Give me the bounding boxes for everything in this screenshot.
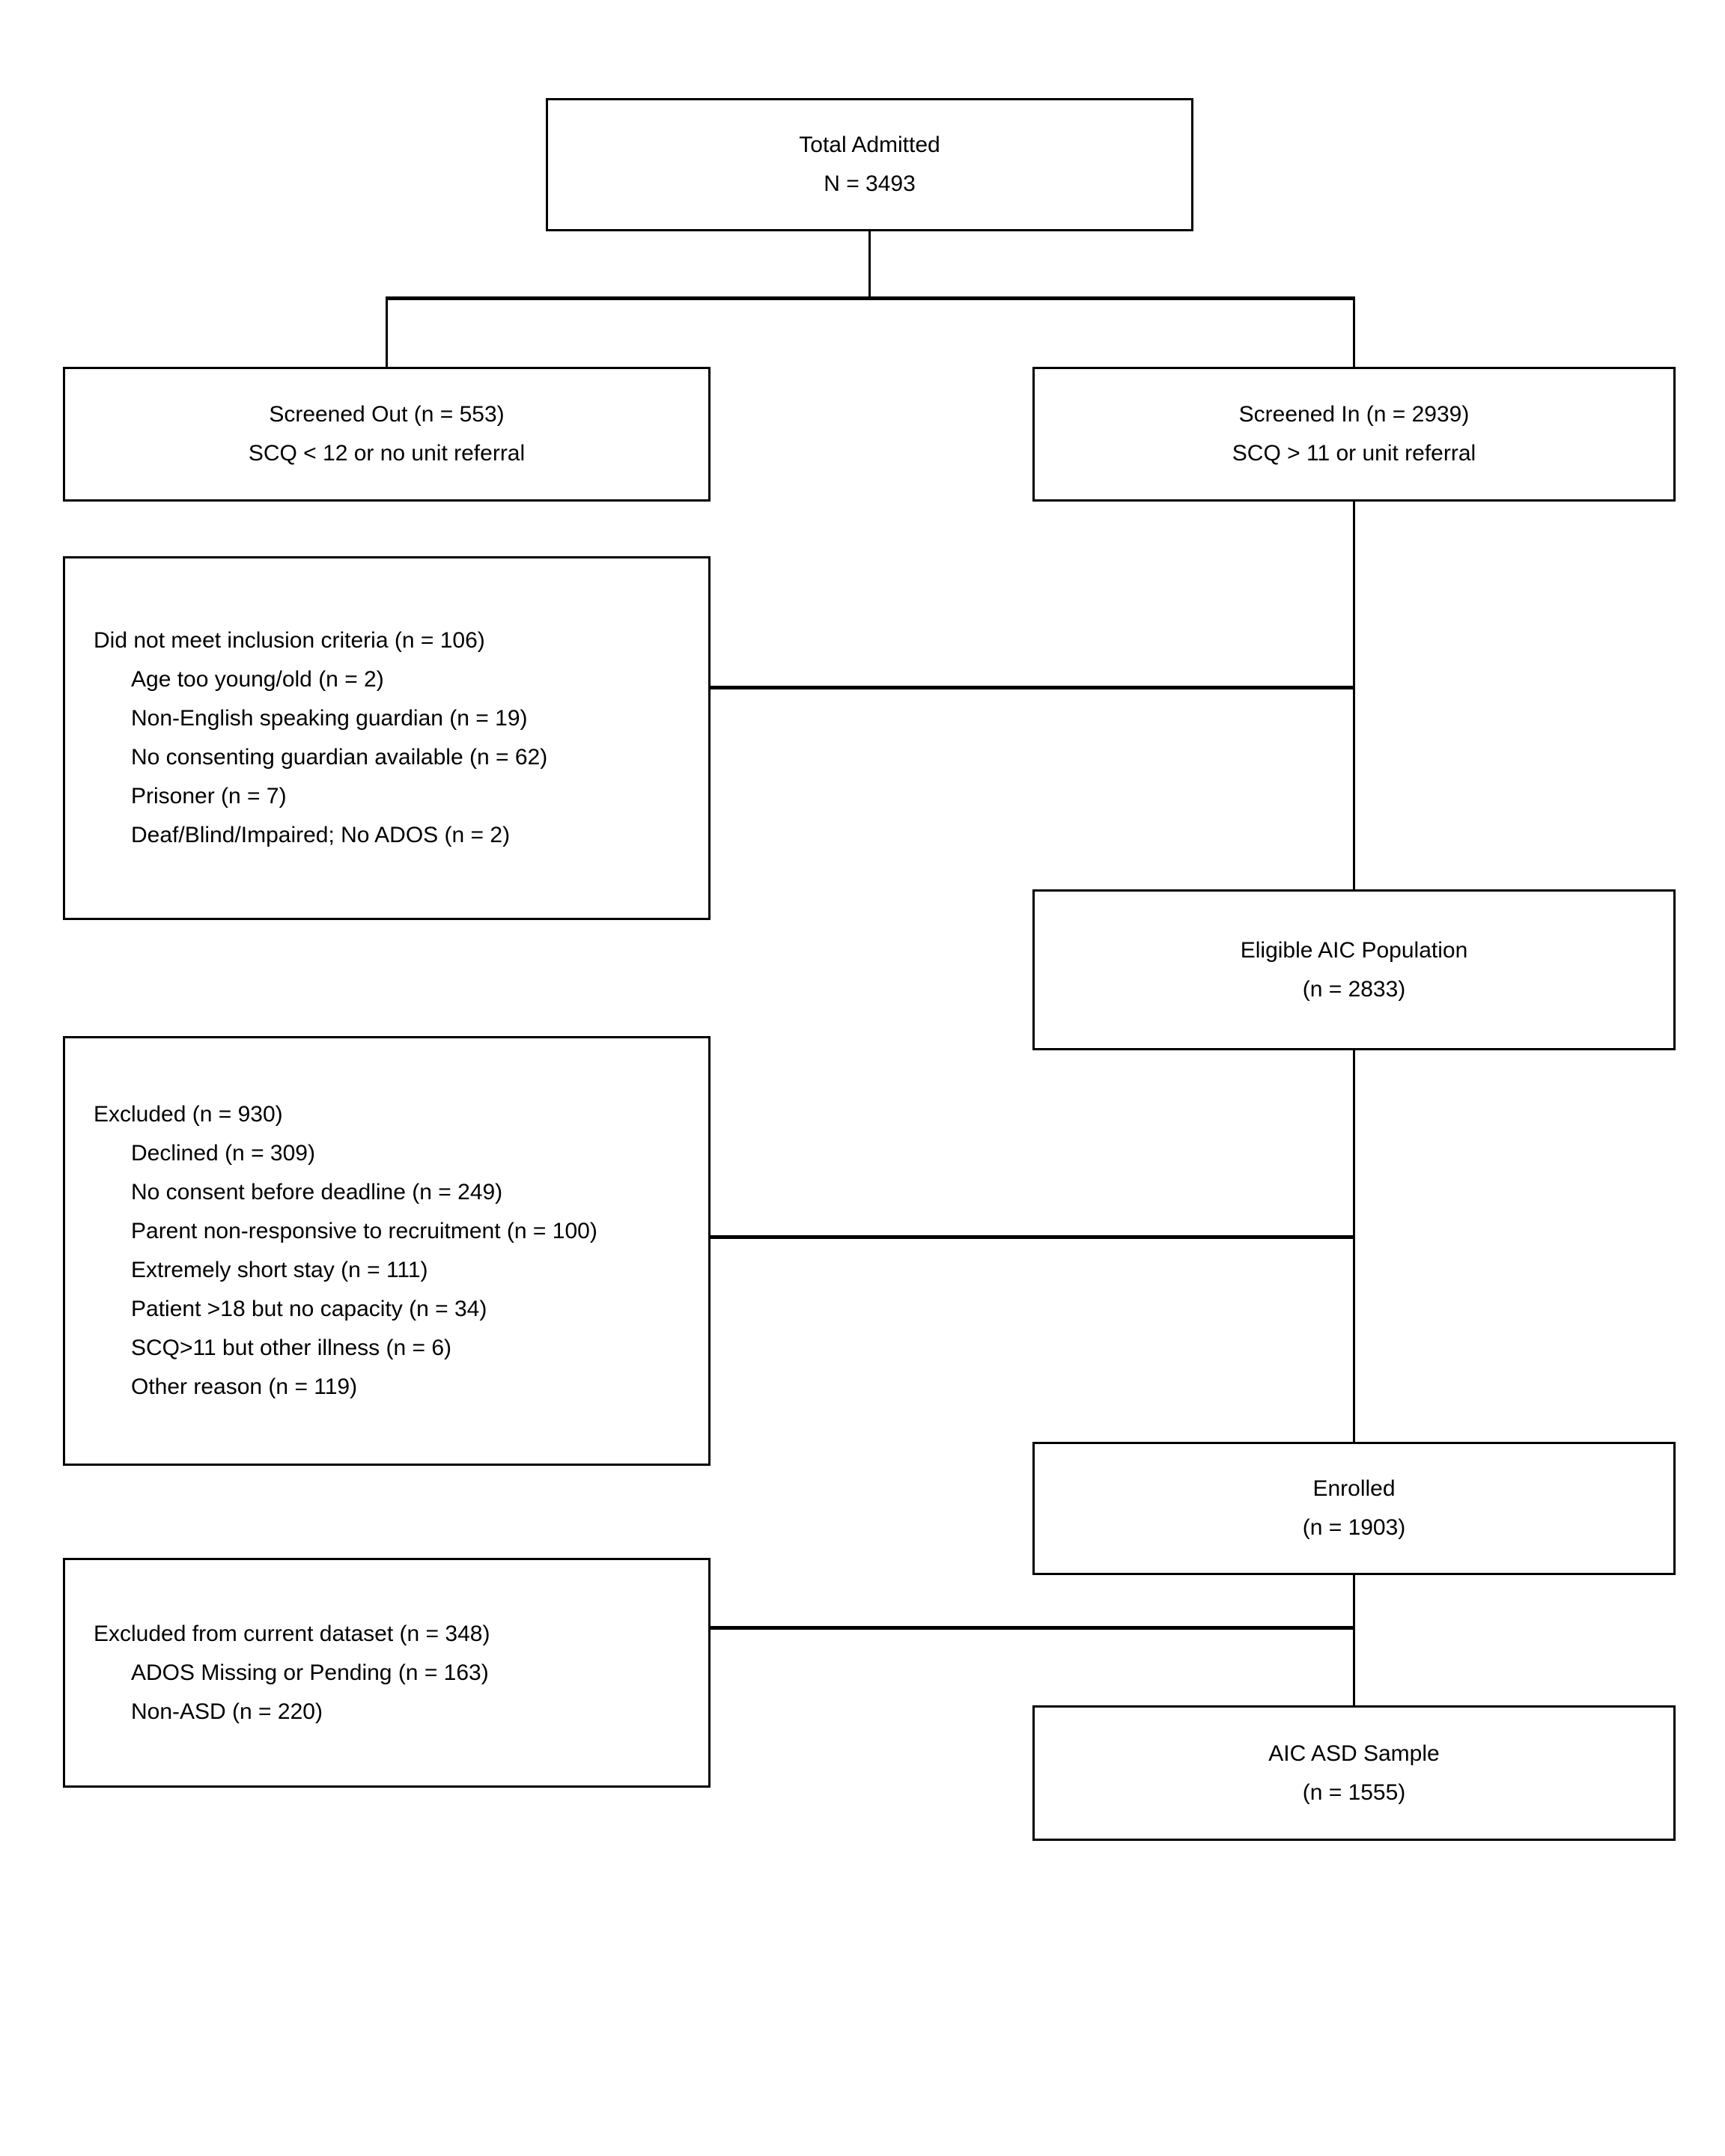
total-admitted-count: N = 3493 (824, 171, 916, 196)
not-meet-criteria-item: Age too young/old (n = 2) (131, 667, 384, 692)
excluded-item: Parent non-responsive to recruitment (n = 100) (131, 1219, 597, 1243)
excluded-item: Extremely short stay (n = 111) (131, 1258, 428, 1282)
eligible-population-label: Eligible AIC Population (1240, 937, 1468, 963)
excluded-dataset-item: ADOS Missing or Pending (n = 163) (131, 1660, 489, 1685)
total-admitted-label: Total Admitted (799, 133, 940, 157)
excluded-box (63, 1036, 711, 1466)
eligible-population-count: (n = 2833) (1302, 976, 1406, 1002)
screened-in-label: Screened In (n = 2939) (1238, 402, 1470, 427)
enrolled-label: Enrolled (1312, 1476, 1396, 1501)
connector-stem-total-admitted (868, 229, 871, 300)
connector-drop-screened-out (386, 296, 388, 371)
excluded-item: Other reason (n = 119) (131, 1374, 358, 1399)
not-meet-criteria-item: No consenting guardian available (n = 62) (131, 745, 548, 770)
screened-out-label: Screened Out (n = 553) (269, 402, 505, 427)
excluded-dataset-box (63, 1558, 711, 1788)
aic-asd-sample-label: AIC ASD Sample (1268, 1741, 1440, 1766)
screened-in-box (1032, 367, 1676, 502)
screened-out-box (63, 367, 711, 502)
not-meet-criteria-item: Deaf/Blind/Impaired; No ADOS (n = 2) (131, 823, 511, 847)
connector-trunk-enrolled-to-sample (1353, 1572, 1355, 1711)
excluded-dataset-item: Non-ASD (n = 220) (131, 1699, 323, 1724)
connector-drop-screened-in (1353, 296, 1355, 371)
screened-out-criteria: SCQ < 12 or no unit referral (248, 441, 526, 466)
excluded-item: Declined (n = 309) (131, 1141, 315, 1166)
eligible-population-box (1032, 889, 1676, 1050)
connector-trunk-eligible-to-enrolled (1353, 1047, 1355, 1447)
aic-asd-sample-count: (n = 1555) (1302, 1779, 1406, 1805)
connector-branch-horizontal (386, 296, 1355, 300)
enrolled-count: (n = 1903) (1302, 1515, 1406, 1540)
connector-trunk-screenedin-to-eligible (1353, 498, 1355, 898)
excluded-item: SCQ>11 but other illness (n = 6) (131, 1336, 451, 1360)
excluded-item: No consent before deadline (n = 249) (131, 1180, 503, 1205)
excluded-item: Patient >18 but no capacity (n = 34) (131, 1297, 487, 1321)
connector-excluded (708, 1235, 1355, 1239)
not-meet-criteria-item: Non-English speaking guardian (n = 19) (131, 706, 528, 731)
not-meet-criteria-box (63, 556, 711, 920)
enrolled-box (1032, 1442, 1676, 1575)
total-admitted-box (546, 98, 1193, 231)
screened-in-criteria: SCQ > 11 or unit referral (1232, 441, 1476, 466)
not-meet-criteria-header: Did not meet inclusion criteria (n = 106) (94, 628, 485, 653)
aic-asd-sample-box (1032, 1705, 1676, 1841)
not-meet-criteria-item: Prisoner (n = 7) (131, 784, 287, 808)
excluded-header: Excluded (n = 930) (94, 1102, 283, 1127)
connector-excluded-dataset (708, 1626, 1355, 1630)
connector-not-meet-criteria (708, 686, 1355, 689)
excluded-dataset-header: Excluded from current dataset (n = 348) (94, 1621, 490, 1646)
